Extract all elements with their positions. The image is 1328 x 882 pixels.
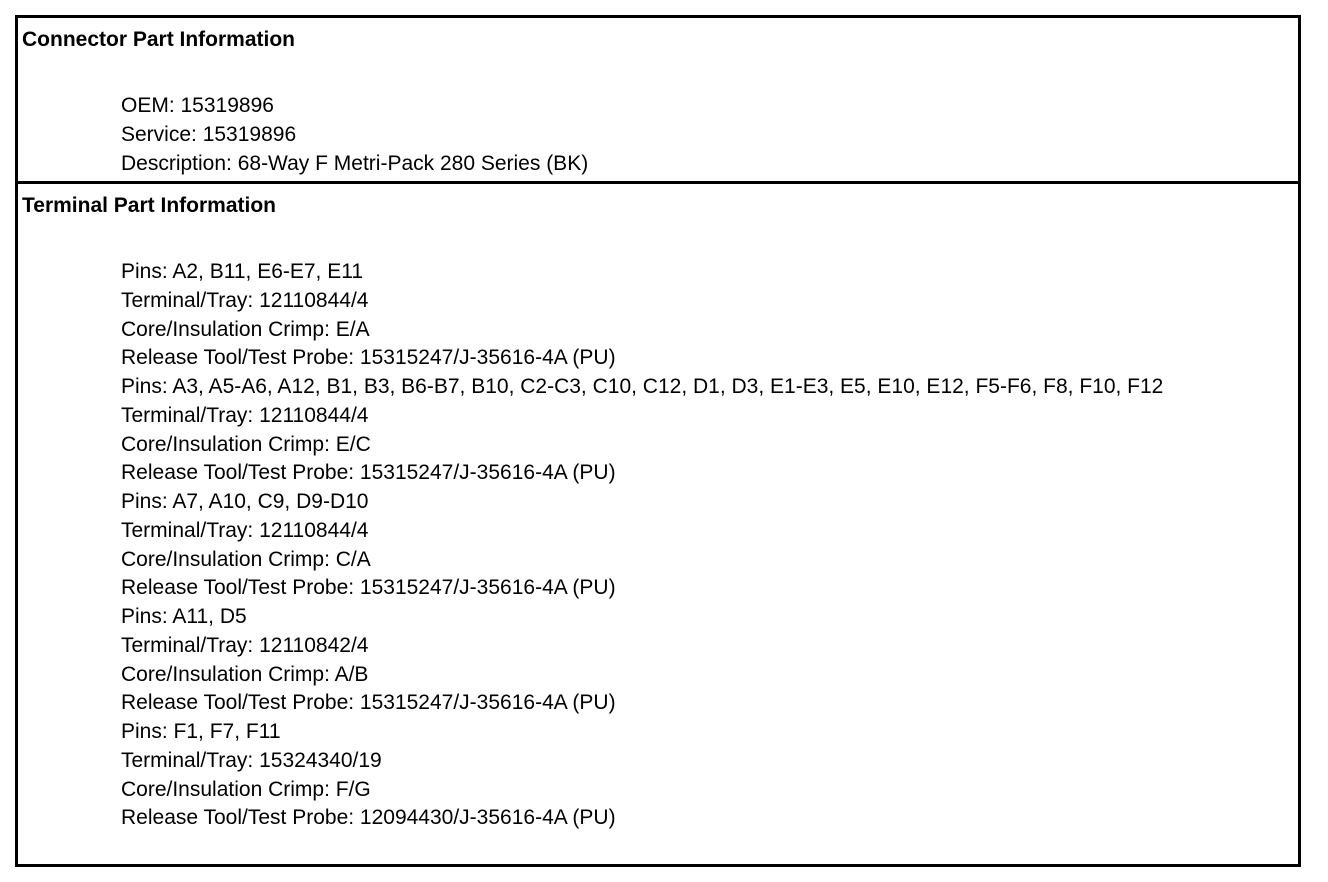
terminal-group bbox=[121, 373, 1278, 488]
terminal-part-details bbox=[121, 258, 1278, 833]
terminal-group bbox=[121, 488, 1278, 603]
terminal-tray: Terminal/Tray: 15324340/19 bbox=[121, 748, 382, 772]
terminal-tray: Terminal/Tray: 12110844/4 bbox=[121, 518, 369, 542]
core-insulation-crimp: Core/Insulation Crimp: F/G bbox=[121, 777, 371, 801]
pins-list: Pins: A3, A5-A6, A12, B1, B3, B6-B7, B10, C2-C3, C10, C12, D1, D3, E1-E3, E5, E10, E12, F5-F6, F8, F10, F12 bbox=[121, 375, 1164, 398]
connector-part-heading: Connector Part Information bbox=[22, 28, 296, 51]
pins-list: Pins: F1, F7, F11 bbox=[121, 720, 281, 743]
core-insulation-crimp: Core/Insulation Crimp: E/A bbox=[121, 317, 370, 341]
core-insulation-crimp: Core/Insulation Crimp: E/C bbox=[121, 432, 371, 456]
release-tool-test-probe: Release Tool/Test Probe: 12094430/J-35616-4A (PU) bbox=[121, 806, 616, 830]
oem-part-number: OEM: 15319896 bbox=[121, 94, 274, 117]
pins-list: Pins: A11, D5 bbox=[121, 605, 247, 628]
connector-description: Description: 68-Way F Metri-Pack 280 Series (BK) bbox=[121, 151, 589, 175]
terminal-part-heading: Terminal Part Information bbox=[22, 194, 276, 217]
terminal-group bbox=[121, 718, 1278, 833]
core-insulation-crimp: Core/Insulation Crimp: A/B bbox=[121, 662, 369, 686]
terminal-part-section bbox=[18, 184, 1298, 864]
release-tool-test-probe: Release Tool/Test Probe: 15315247/J-35616-4A (PU) bbox=[121, 576, 616, 600]
terminal-tray: Terminal/Tray: 12110844/4 bbox=[121, 403, 369, 427]
release-tool-test-probe: Release Tool/Test Probe: 15315247/J-35616-4A (PU) bbox=[121, 691, 616, 715]
connector-part-section bbox=[18, 18, 1298, 184]
terminal-group bbox=[121, 603, 1278, 718]
part-information-table bbox=[15, 15, 1301, 867]
pins-list: Pins: A2, B11, E6-E7, E11 bbox=[121, 260, 364, 283]
service-part-number: Service: 15319896 bbox=[121, 122, 297, 146]
terminal-tray: Terminal/Tray: 12110844/4 bbox=[121, 288, 369, 312]
core-insulation-crimp: Core/Insulation Crimp: C/A bbox=[121, 547, 371, 571]
connector-part-details bbox=[121, 92, 1278, 178]
release-tool-test-probe: Release Tool/Test Probe: 15315247/J-35616-4A (PU) bbox=[121, 461, 616, 485]
terminal-group bbox=[121, 258, 1278, 373]
terminal-tray: Terminal/Tray: 12110842/4 bbox=[121, 633, 369, 657]
release-tool-test-probe: Release Tool/Test Probe: 15315247/J-35616-4A (PU) bbox=[121, 346, 616, 370]
pins-list: Pins: A7, A10, C9, D9-D10 bbox=[121, 490, 369, 513]
